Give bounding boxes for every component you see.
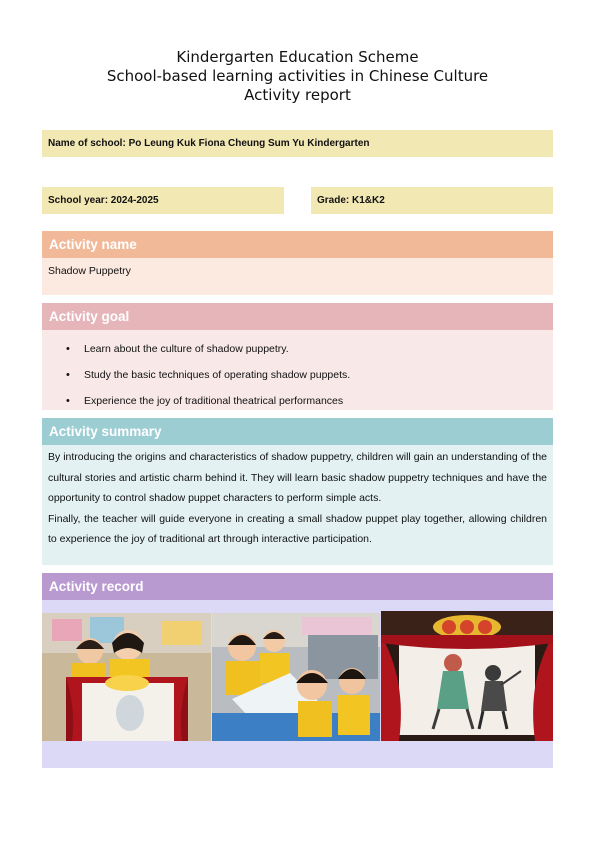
- report-header: [0, 48, 595, 105]
- goal-item: • Experience the joy of traditional theatrical performances: [42, 388, 553, 414]
- school-year-field: [42, 187, 284, 214]
- photo-children-shadow-stage-icon: [42, 613, 211, 741]
- activity-goal-header: [42, 303, 553, 330]
- activity-name-body: [42, 258, 553, 295]
- activity-summary-title: Activity summary: [49, 424, 162, 439]
- summary-paragraph: Finally, the teacher will guide everyone in creating a small shadow puppet play together, allowing children to experience the joy of traditional art through interactive participation.: [48, 512, 547, 545]
- activity-summary-body: [42, 445, 553, 565]
- goal-list: [42, 336, 553, 414]
- school-year-label: School year: 2024-2025: [48, 195, 159, 206]
- activity-record-title: Activity record: [49, 579, 144, 594]
- school-name-label: Name of school: Po Leung Kuk Fiona Cheung Sum Yu Kindergarten: [48, 138, 370, 149]
- photo-children-light-table-icon: [212, 613, 380, 741]
- activity-record-header: [42, 573, 553, 600]
- activity-name-header: [42, 231, 553, 258]
- school-name-field: [42, 130, 553, 157]
- photo-shadow-puppet-stage-icon: [381, 611, 553, 741]
- activity-summary-header: [42, 418, 553, 445]
- header-line-activities: School-based learning activities in Chinese Culture: [106, 67, 489, 85]
- header-line-scheme: Kindergarten Education Scheme: [176, 48, 419, 66]
- activity-goal-body: [42, 330, 553, 410]
- activity-name-title: Activity name: [49, 237, 137, 252]
- goal-item: • Study the basic techniques of operating shadow puppets.: [42, 362, 553, 388]
- grade-label: Grade: K1&K2: [317, 195, 385, 206]
- goal-item: • Learn about the culture of shadow puppetry.: [42, 336, 553, 362]
- header-line-report: Activity report: [244, 86, 351, 104]
- summary-paragraph: By introducing the origins and characteristics of shadow puppetry, children will gain an understanding of the cultural stories and artistic charm behind it. They will learn basic shadow puppetry techniques and have the opportunity to control shadow puppet characters to perform simple acts.: [48, 451, 547, 504]
- grade-field: [311, 187, 553, 214]
- activity-name-value: Shadow Puppetry: [48, 265, 131, 277]
- activity-goal-title: Activity goal: [49, 309, 130, 324]
